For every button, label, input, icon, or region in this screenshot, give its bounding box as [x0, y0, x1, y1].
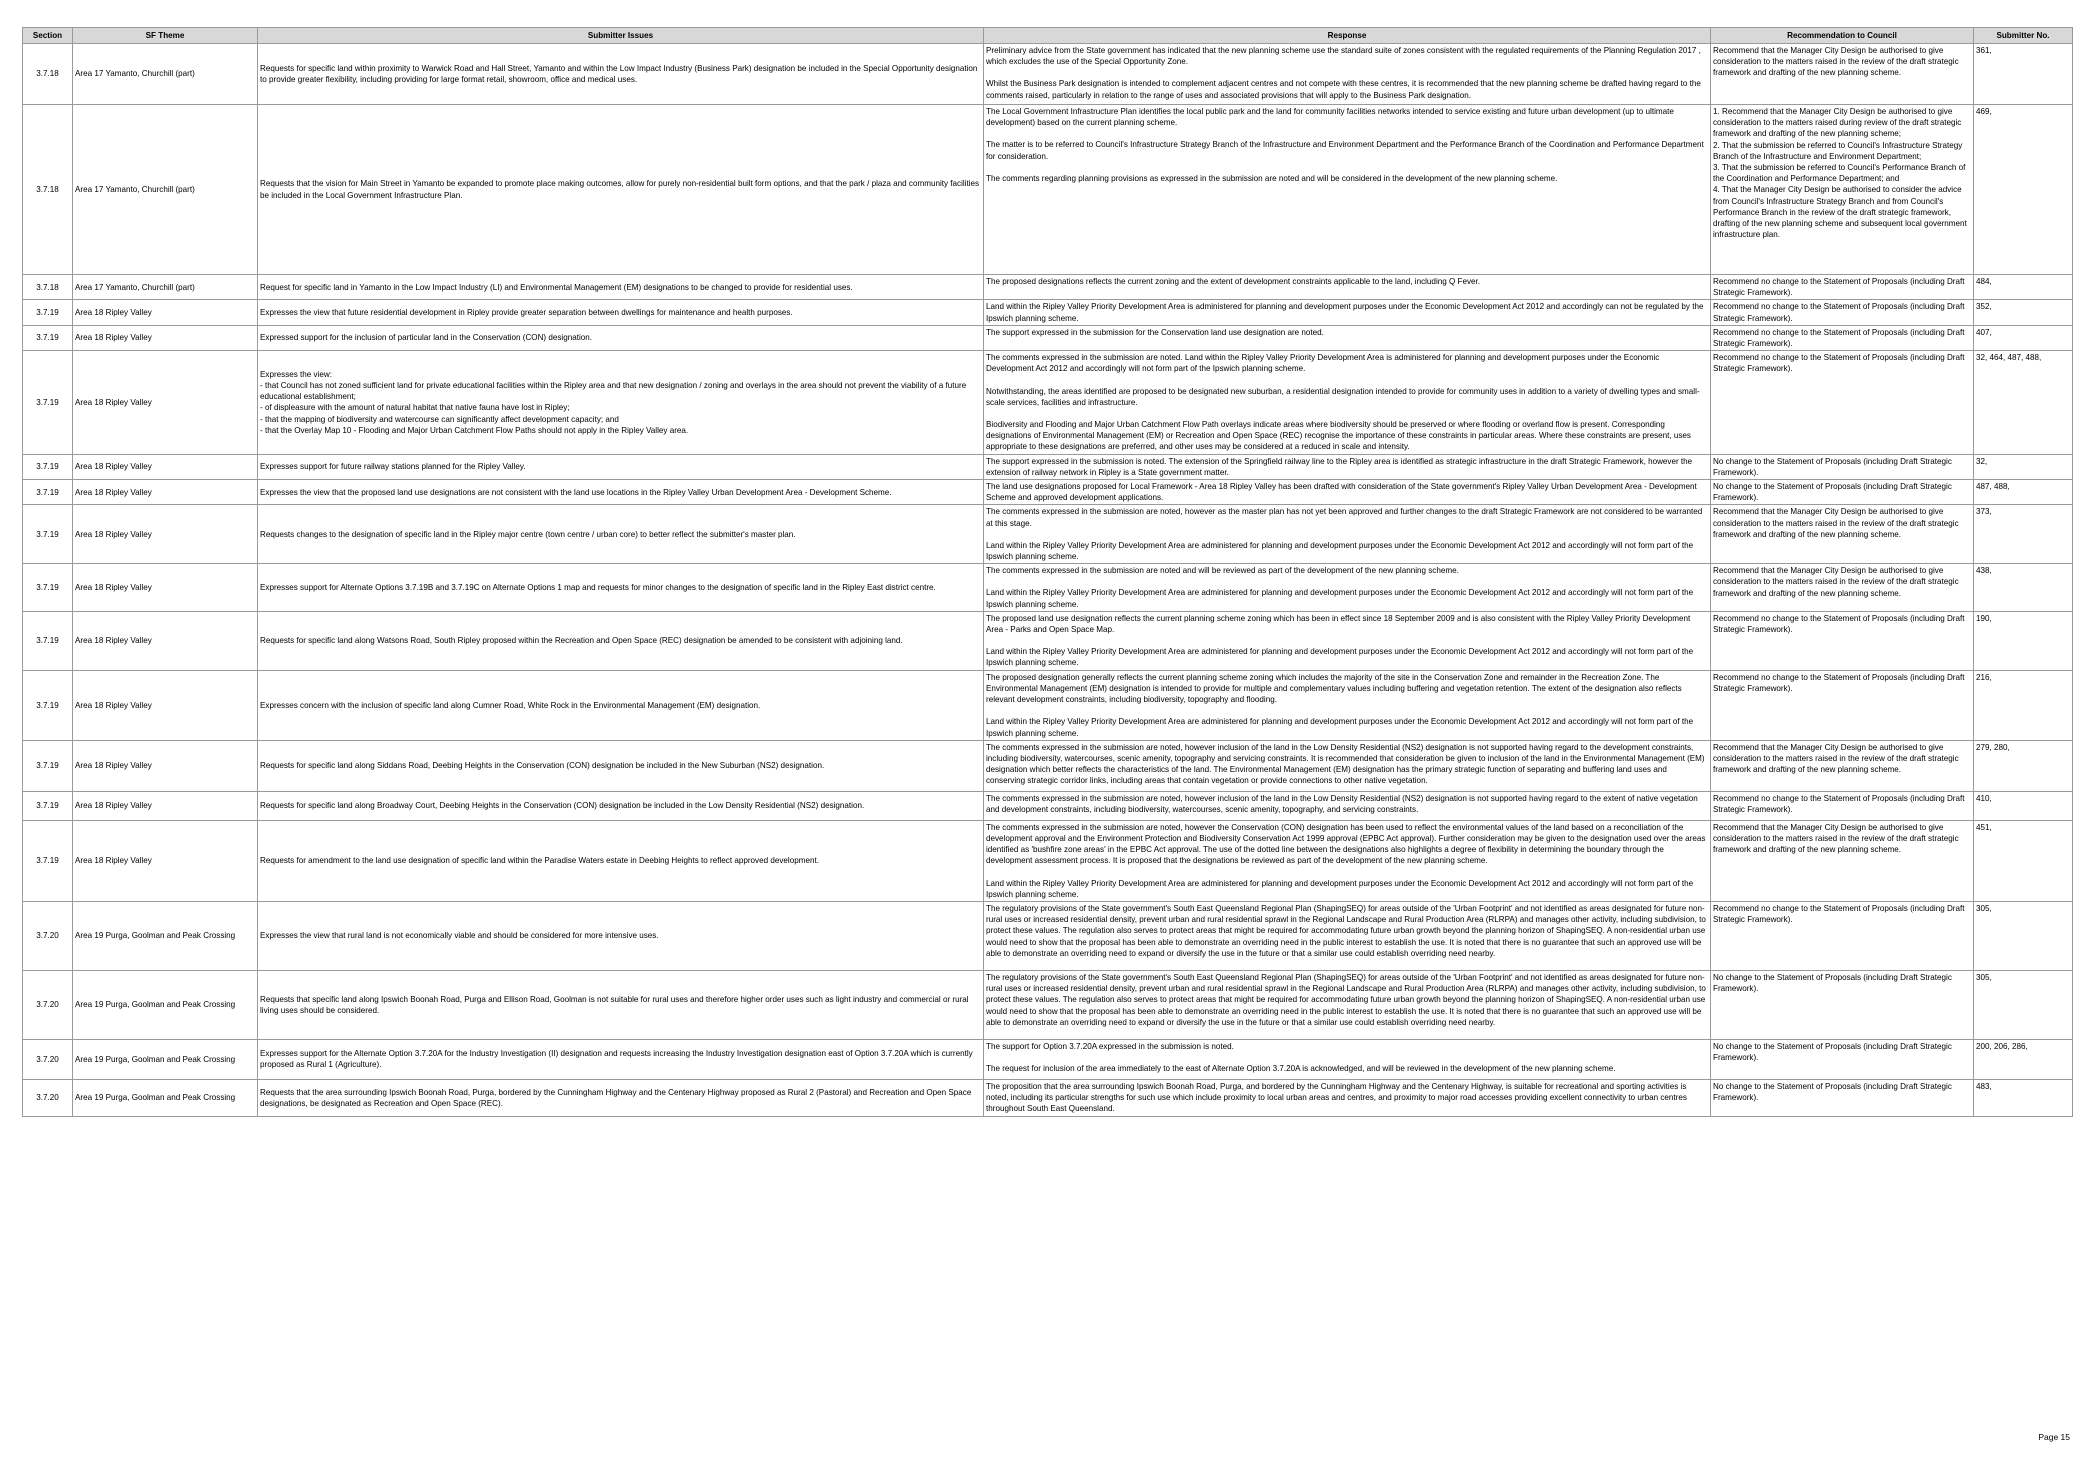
- cell-response: [984, 505, 1711, 564]
- cell-issues: [258, 970, 984, 1039]
- cell-section: 3.7.19: [23, 480, 73, 505]
- response-paragraph: The comments expressed in the submission are noted, however as the master plan has not yet been approved and further changes to the draft Strategic Framework are not considered to be warranted at this stage.: [986, 507, 1703, 528]
- cell-issues: [258, 505, 984, 564]
- cell-response: [984, 325, 1711, 350]
- cell-response: [984, 275, 1711, 300]
- cell-section: 3.7.20: [23, 970, 73, 1039]
- cell-submitter: 410,: [1974, 791, 2073, 820]
- response-paragraph: Land within the Ripley Valley Priority Development Area are administered for planning and development purposes under the Economic Development Act 2012 and accordingly will not form part of the Ipswich planning scheme.: [986, 717, 1694, 738]
- cell-section: 3.7.18: [23, 105, 73, 275]
- cell-theme: Area 18 Ripley Valley: [73, 480, 258, 505]
- cell-theme: Area 18 Ripley Valley: [73, 505, 258, 564]
- cell-issues: [258, 611, 984, 670]
- cell-issues: [258, 670, 984, 740]
- cell-section: 3.7.20: [23, 901, 73, 970]
- issue-line: Requests that the area surrounding Ipswich Boonah Road, Purga, bordered by the Cunningham Highway and the Centenary Highway proposed as Rural 2 (Pastoral) and Recreation and Open Space designations, be designated as Recreation and Open Space (REC).: [260, 1087, 972, 1108]
- cell-section: 3.7.19: [23, 505, 73, 564]
- cell-section: 3.7.18: [23, 44, 73, 105]
- response-paragraph: The comments expressed in the submission are noted, however inclusion of the land in the Low Density Residential (NS2) designation is not supported having regard to the extent of native vegetation and development constraints, including biodiversity, watercourses, scenic amenity, topography, and servicing constraints.: [986, 793, 1698, 814]
- cell-theme: Area 18 Ripley Valley: [73, 670, 258, 740]
- recommendation-item: Recommend no change to the Statement of Proposals (including Draft Strategic Framework).: [1713, 327, 1965, 349]
- cell-theme: Area 17 Yamanto, Churchill (part): [73, 105, 258, 275]
- issue-line: Requests changes to the designation of specific land in the Ripley major centre (town centre / urban core) to better reflect the submitter's master plan.: [260, 529, 796, 539]
- issue-line: Expresses support for Alternate Options 3.7.19B and 3.7.19C on Alternate Options 1 map and requests for minor changes to the designation of specific land in the Ripley East district centre.: [260, 582, 936, 592]
- cell-recommendation: [1711, 1039, 1974, 1079]
- header-response: Response: [984, 28, 1711, 44]
- table-row: [23, 564, 2073, 612]
- cell-theme: Area 18 Ripley Valley: [73, 740, 258, 791]
- cell-issues: [258, 480, 984, 505]
- recommendation-item: Recommend that the Manager City Design be authorised to give consideration to the matters raised in the review of the draft strategic framework and drafting of the new planning scheme.: [1713, 507, 1959, 539]
- cell-submitter: 483,: [1974, 1079, 2073, 1116]
- cell-recommendation: [1711, 44, 1974, 105]
- cell-section: 3.7.19: [23, 325, 73, 350]
- cell-issues: [258, 44, 984, 105]
- cell-theme: Area 19 Purga, Goolman and Peak Crossing: [73, 901, 258, 970]
- response-paragraph: The regulatory provisions of the State government's South East Queensland Regional Plan (ShapingSEQ) for areas outside of the 'Urban Footprint' and not identified as areas designated for future non-rural uses or increased residential density, prevent urban and rural residential sprawl in the Regional Landscape and Rural Production Area (RLRPA) and manages other activity, including subdivision, to protect these values. The regulation also serves to protect areas that might be required for accommodating future urban growth beyond the planning horizon of ShapingSEQ. A non-residential urban use would need to show that the proposal has been able to demonstrate an overriding need in the public interest to establish the use. It is noted that there is no guarantee that such an approved use will be able to demonstrate an overriding need to expand or diversify the use in the future or that a similar use could establish overriding need nearby.: [986, 972, 1706, 1027]
- response-paragraph: The comments regarding planning provisions as expressed in the submission are noted and will be considered in the development of the new planning scheme.: [986, 173, 1558, 183]
- table-row: [23, 740, 2073, 791]
- cell-theme: Area 18 Ripley Valley: [73, 454, 258, 479]
- cell-section: 3.7.19: [23, 670, 73, 740]
- response-paragraph: Preliminary advice from the State government has indicated that the new planning scheme use the standard suite of zones consistent with the regulated requirements of the Planning Regulation 2017 , which excludes the use of the Special Opportunity Zone.: [986, 46, 1701, 67]
- cell-section: 3.7.19: [23, 351, 73, 454]
- cell-theme: Area 18 Ripley Valley: [73, 325, 258, 350]
- cell-theme: Area 19 Purga, Goolman and Peak Crossing: [73, 1079, 258, 1116]
- recommendation-item: Recommend that the Manager City Design be authorised to give consideration to the matters raised in the review of the draft strategic framework and drafting of the new planning scheme.: [1713, 822, 1959, 855]
- cell-recommendation: [1711, 820, 1974, 901]
- cell-theme: Area 18 Ripley Valley: [73, 791, 258, 820]
- cell-submitter: 200, 206, 286,: [1974, 1039, 2073, 1079]
- cell-response: [984, 670, 1711, 740]
- cell-issues: [258, 740, 984, 791]
- response-paragraph: The proposed designations reflects the current zoning and the extent of development constraints applicable to the land, including Q Fever.: [986, 277, 1481, 286]
- table-row: [23, 901, 2073, 970]
- recommendation-item: 1. Recommend that the Manager City Design be authorised to give consideration to the matters raised during review of the draft strategic framework and drafting of the new planning scheme;: [1713, 107, 1962, 139]
- cell-recommendation: [1711, 740, 1974, 791]
- cell-submitter: 305,: [1974, 901, 2073, 970]
- cell-submitter: 190,: [1974, 611, 2073, 670]
- issue-line: Expresses the view:: [260, 369, 332, 379]
- cell-recommendation: [1711, 105, 1974, 275]
- cell-response: [984, 901, 1711, 970]
- response-paragraph: Land within the Ripley Valley Priority Development Area are administered for planning and development purposes under the Economic Development Act 2012 and accordingly will not form part of the Ipswich planning scheme.: [986, 540, 1694, 562]
- submissions-table: [22, 27, 2073, 1117]
- recommendation-item: Recommend no change to the Statement of Proposals (including Draft Strategic Framework).: [1713, 793, 1965, 814]
- cell-issues: [258, 564, 984, 612]
- cell-response: [984, 791, 1711, 820]
- table-row: [23, 820, 2073, 901]
- response-paragraph: The request for inclusion of the area immediately to the east of Alternate Option 3.7.20A is acknowledged, and will be reviewed in the development of the new planning scheme.: [986, 1064, 1616, 1074]
- cell-section: 3.7.19: [23, 820, 73, 901]
- recommendation-item: Recommend no change to the Statement of Proposals (including Draft Strategic Framework).: [1713, 903, 1965, 925]
- issue-line: Requests that the vision for Main Street in Yamanto be expanded to promote place making outcomes, allow for purely non-residential built form options, and that the park / plaza and community facilities be included in the Local Government Infrastructure Plan.: [260, 179, 980, 200]
- response-paragraph: The proposed designation generally reflects the current planning scheme zoning which includes the majority of the site in the Conservation Zone and remainder in the Recreation Zone. The Environmental Management (EM) designation is intended to provide for multiple and complementary values including buffering and vegetation retention. The extent of the designation also reflects relevant development constraints, including biodiversity, topography and flooding.: [986, 672, 1682, 705]
- response-paragraph: The comments expressed in the submission are noted and will be reviewed as part of the development of the new planning scheme.: [986, 566, 1459, 576]
- recommendation-item: Recommend no change to the Statement of Proposals (including Draft Strategic Framework).: [1713, 277, 1965, 298]
- cell-issues: [258, 1039, 984, 1079]
- cell-section: 3.7.19: [23, 454, 73, 479]
- cell-response: [984, 1039, 1711, 1079]
- table-row: [23, 611, 2073, 670]
- cell-recommendation: [1711, 611, 1974, 670]
- submissions-table-container: [22, 27, 2072, 1117]
- cell-submitter: 32, 464, 487, 488,: [1974, 351, 2073, 454]
- cell-section: 3.7.20: [23, 1079, 73, 1116]
- issue-line: Requests that specific land along Ipswich Boonah Road, Purga and Ellison Road, Goolman is not suitable for rural uses and therefore higher order uses such as light industry and commercial or rural living uses should be considered.: [260, 994, 969, 1015]
- response-paragraph: The proposed land use designation reflects the current planning scheme zoning which has been in effect since 18 September 2009 and is also consistent with the Ripley Valley Priority Development Area - Parks and Open Space Map.: [986, 613, 1691, 635]
- cell-submitter: 32,: [1974, 454, 2073, 479]
- table-row: [23, 480, 2073, 505]
- table-row: [23, 44, 2073, 105]
- cell-section: 3.7.19: [23, 791, 73, 820]
- issue-line: Requests for specific land along Broadway Court, Deebing Heights in the Conservation (CON) designation be included in the Low Density Residential (NS2) designation.: [260, 801, 865, 811]
- cell-theme: Area 18 Ripley Valley: [73, 564, 258, 612]
- issue-line: Expresses the view that future residential development in Ripley provide greater separation between dwellings for maintenance and health purposes.: [260, 308, 793, 317]
- cell-response: [984, 611, 1711, 670]
- table-row: [23, 105, 2073, 275]
- cell-recommendation: [1711, 791, 1974, 820]
- cell-response: [984, 740, 1711, 791]
- issue-line: - that the Overlay Map 10 - Flooding and Major Urban Catchment Flow Paths should not apply in the Ripley Valley area.: [260, 425, 689, 435]
- cell-section: 3.7.19: [23, 740, 73, 791]
- recommendation-item: No change to the Statement of Proposals (including Draft Strategic Framework).: [1713, 482, 1952, 503]
- cell-recommendation: [1711, 454, 1974, 479]
- issue-line: Requests for specific land within proximity to Warwick Road and Hall Street, Yamanto and within the Low Impact Industry (Business Park) designation be included in the Special Opportunity designation to provide greater flexibility, including providing for large format retail, showroom, office and medical uses.: [260, 63, 978, 84]
- issue-line: Expresses support for the Alternate Option 3.7.20A for the Industry Investigation (II) designation and requests increasing the Industry Investigation designation east of Option 3.7.20A which is currently proposed as Rural 1 (Agriculture).: [260, 1049, 973, 1070]
- table-row: [23, 791, 2073, 820]
- cell-section: 3.7.19: [23, 300, 73, 325]
- cell-submitter: 451,: [1974, 820, 2073, 901]
- recommendation-item: Recommend no change to the Statement of Proposals (including Draft Strategic Framework).: [1713, 613, 1965, 635]
- cell-recommendation: [1711, 564, 1974, 612]
- cell-submitter: 373,: [1974, 505, 2073, 564]
- cell-theme: Area 18 Ripley Valley: [73, 300, 258, 325]
- cell-submitter: 438,: [1974, 564, 2073, 612]
- response-paragraph: The comments expressed in the submission are noted, however the Conservation (CON) designation has been used to reflect the environmental values of the land based on a reconciliation of the development approval and the Environment Protection and Biodiversity Conservation Act 1999 approval (EPBC Act approval). Further consideration may be given to the designation used over the areas identified as 'bushfire zone areas' in the EPBC Act approval. The use of the dotted line between the designations also highlights a degree of flexibility in determining the boundary through the development assessment process. It is proposed that the designations be reviewed as part of the development of the new planning scheme.: [986, 822, 1706, 866]
- cell-response: [984, 300, 1711, 325]
- cell-submitter: 484,: [1974, 275, 2073, 300]
- cell-recommendation: [1711, 901, 1974, 970]
- cell-recommendation: [1711, 300, 1974, 325]
- cell-section: 3.7.18: [23, 275, 73, 300]
- response-paragraph: Whilst the Business Park designation is intended to complement adjacent centres and not compete with these centres, it is recommended that the new planning scheme be drafted having regard to the comments raised, particularly in relation to the range of uses and associated provisions that will apply to the Business Park designation.: [986, 79, 1701, 100]
- cell-submitter: 279, 280,: [1974, 740, 2073, 791]
- table-row: [23, 351, 2073, 454]
- cell-issues: [258, 791, 984, 820]
- recommendation-item: Recommend that the Manager City Design be authorised to give consideration to the matters raised in the review of the draft strategic framework and drafting of the new planning scheme.: [1713, 742, 1959, 775]
- recommendation-item: No change to the Statement of Proposals (including Draft Strategic Framework).: [1713, 1041, 1952, 1063]
- recommendation-item: No change to the Statement of Proposals (including Draft Strategic Framework).: [1713, 456, 1952, 477]
- cell-theme: Area 17 Yamanto, Churchill (part): [73, 275, 258, 300]
- issue-line: - of displeasure with the amount of natural habitat that native fauna have lost in Ripley;: [260, 403, 570, 413]
- page-number: Page 15: [2038, 1432, 2070, 1442]
- table-row: [23, 300, 2073, 325]
- cell-issues: [258, 351, 984, 454]
- cell-recommendation: [1711, 275, 1974, 300]
- cell-response: [984, 970, 1711, 1039]
- cell-recommendation: [1711, 505, 1974, 564]
- response-paragraph: The support expressed in the submission is noted. The extension of the Springfield railway line to the Ripley area is identified as strategic infrastructure in the draft Strategic Framework, however the extension of railway network in Ripley is a State government matter.: [986, 456, 1693, 477]
- response-paragraph: The support expressed in the submission for the Conservation land use designation are noted.: [986, 327, 1324, 337]
- cell-issues: [258, 325, 984, 350]
- recommendation-item: Recommend that the Manager City Design be authorised to give consideration to the matters raised in the review of the draft strategic framework and drafting of the new planning scheme.: [1713, 566, 1959, 598]
- response-paragraph: Land within the Ripley Valley Priority Development Area is administered for planning and development purposes under the Economic Development Act 2012 and accordingly can not be regulated by the Ipswich planning scheme.: [986, 302, 1704, 323]
- cell-recommendation: [1711, 670, 1974, 740]
- table-row: [23, 275, 2073, 300]
- cell-response: [984, 44, 1711, 105]
- cell-recommendation: [1711, 351, 1974, 454]
- issue-line: Expressed support for the inclusion of particular land in the Conservation (CON) designation.: [260, 333, 593, 343]
- cell-response: [984, 351, 1711, 454]
- cell-response: [984, 454, 1711, 479]
- table-row: [23, 970, 2073, 1039]
- response-paragraph: The support for Option 3.7.20A expressed in the submission is noted.: [986, 1041, 1234, 1051]
- recommendation-item: Recommend that the Manager City Design be authorised to give consideration to the matters raised in the review of the draft strategic framework and drafting of the new planning scheme.: [1713, 46, 1959, 78]
- header-section: Section: [23, 28, 73, 44]
- issue-line: Expresses concern with the inclusion of specific land along Cumner Road, White Rock in the Environmental Management (EM) designation.: [260, 700, 761, 710]
- issue-line: - that the mapping of biodiversity and watercourse can significantly affect development capacity; and: [260, 414, 619, 424]
- cell-submitter: 305,: [1974, 970, 2073, 1039]
- recommendation-item: Recommend no change to the Statement of Proposals (including Draft Strategic Framework).: [1713, 353, 1965, 374]
- response-paragraph: The proposition that the area surrounding Ipswich Boonah Road, Purga, and bordered by the Cunningham Highway and the Centenary Highway, is suitable for recreational and sporting activities is noted, including its particular strengths for such use which include proximity to local urban areas and centres, and proximity to major road accesses providing excellent connectivity to urban centres throughout South East Queensland.: [986, 1081, 1687, 1114]
- recommendation-item: 4. That the Manager City Design be authorised to consider the advice from Council's Infrastructure Strategy Branch and from Council's Performance Branch in the review of the draft strategic framework, drafting of the new planning scheme and subsequent local government infrastructure plan.: [1713, 185, 1967, 240]
- issue-line: Expresses the view that rural land is not economically viable and should be considered for more intensive uses.: [260, 931, 659, 941]
- response-paragraph: Biodiversity and Flooding and Major Urban Catchment Flow Path overlays indicate areas where biodiversity should be preserved or where flooding or overland flow is present. Corresponding designations of Environmental Management (EM) or Recreation and Open Space (REC) recognise the importance of these constraints in particular areas. Where these constraints are present, uses appropriate to these designations are preferred, and other uses may be considered at a reduced in scale and intensity.: [986, 420, 1691, 452]
- cell-recommendation: [1711, 1079, 1974, 1116]
- recommendation-item: No change to the Statement of Proposals (including Draft Strategic Framework).: [1713, 972, 1952, 994]
- cell-section: 3.7.19: [23, 564, 73, 612]
- recommendation-item: 2. That the submission be referred to Council's Infrastructure Strategy Branch of the Infrastructure and Environment Department;: [1713, 140, 1963, 161]
- cell-submitter: 216,: [1974, 670, 2073, 740]
- table-row: [23, 1079, 2073, 1116]
- cell-recommendation: [1711, 970, 1974, 1039]
- response-paragraph: The land use designations proposed for Local Framework - Area 18 Ripley Valley has been drafted with consideration of the State government's Ripley Valley Urban Development Area - Development Scheme and approved development applications.: [986, 482, 1697, 503]
- cell-issues: [258, 820, 984, 901]
- recommendation-item: 3. That the submission be referred to Council's Performance Branch of the Coordination and Performance Department; and: [1713, 163, 1966, 184]
- issue-line: Expresses the view that the proposed land use designations are not consistent with the land use locations in the Ripley Valley Urban Development Area - Development Scheme.: [260, 487, 892, 497]
- cell-response: [984, 564, 1711, 612]
- cell-submitter: 487, 488,: [1974, 480, 2073, 505]
- cell-response: [984, 105, 1711, 275]
- cell-theme: Area 19 Purga, Goolman and Peak Crossing: [73, 1039, 258, 1079]
- cell-submitter: 352,: [1974, 300, 2073, 325]
- recommendation-item: Recommend no change to the Statement of Proposals (including Draft Strategic Framework).: [1713, 672, 1965, 693]
- table-row: [23, 505, 2073, 564]
- issue-line: Requests for amendment to the land use designation of specific land within the Paradise Waters estate in Deebing Heights to reflect approved development.: [260, 856, 819, 866]
- table-row: [23, 670, 2073, 740]
- cell-response: [984, 820, 1711, 901]
- header-submitter: Submitter No.: [1974, 28, 2073, 44]
- cell-submitter: 469,: [1974, 105, 2073, 275]
- table-header-row: [23, 28, 2073, 44]
- cell-issues: [258, 105, 984, 275]
- header-recommendation: Recommendation to Council: [1711, 28, 1974, 44]
- cell-response: [984, 1079, 1711, 1116]
- response-paragraph: The comments expressed in the submission are noted, however inclusion of the land in the Low Density Residential (NS2) designation is not supported having regard to the development constraints, including biodiversity, watercourses, scenic amenity, topography and servicing constraints. It is recommended that consideration be given to inclusion of the land in the Environmental Management (EM) designation which better reflects the characteristics of the land. The Environmental Management (EM) designation has the primary strategic function of separating and buffering land uses and conserving strategic corridor links, including areas that contain vegetation or provide connections to other native vegetation.: [986, 742, 1705, 786]
- response-paragraph: The Local Government Infrastructure Plan identifies the local public park and the land for community facilities networks intended to service existing and future urban development (up to ultimate development) based on the current planning scheme.: [986, 107, 1674, 128]
- cell-submitter: 361,: [1974, 44, 2073, 105]
- table-row: [23, 454, 2073, 479]
- cell-issues: [258, 275, 984, 300]
- response-paragraph: Land within the Ripley Valley Priority Development Area are administered for planning and development purposes under the Economic Development Act 2012 and accordingly will not form part of the Ipswich planning scheme.: [986, 878, 1694, 899]
- response-paragraph: The matter is to be referred to Council's Infrastructure Strategy Branch of the Infrastructure and Environment Department and the Performance Branch of the Coordination and Performance Department for consideration.: [986, 140, 1704, 161]
- cell-section: 3.7.20: [23, 1039, 73, 1079]
- cell-response: [984, 480, 1711, 505]
- response-paragraph: Land within the Ripley Valley Priority Development Area are administered for planning and development purposes under the Economic Development Act 2012 and accordingly will not form part of the Ipswich planning scheme.: [986, 647, 1694, 668]
- response-paragraph: The comments expressed in the submission are noted. Land within the Ripley Valley Priority Development Area is administered for planning and development purposes under the Economic Development Act 2012 and accordingly will not form part of the Ipswich planning scheme.: [986, 353, 1660, 374]
- recommendation-item: Recommend no change to the Statement of Proposals (including Draft Strategic Framework).: [1713, 302, 1965, 323]
- cell-theme: Area 17 Yamanto, Churchill (part): [73, 44, 258, 105]
- cell-theme: Area 18 Ripley Valley: [73, 611, 258, 670]
- header-theme: SF Theme: [73, 28, 258, 44]
- cell-submitter: 407,: [1974, 325, 2073, 350]
- cell-section: 3.7.19: [23, 611, 73, 670]
- cell-issues: [258, 901, 984, 970]
- issue-line: - that Council has not zoned sufficient land for private educational facilities within the Ripley area and that new designation / zoning and overlays in the area should not prevent the viability of a future educational establishment;: [260, 381, 967, 402]
- cell-theme: Area 18 Ripley Valley: [73, 820, 258, 901]
- cell-issues: [258, 1079, 984, 1116]
- header-issues: Submitter Issues: [258, 28, 984, 44]
- cell-recommendation: [1711, 325, 1974, 350]
- cell-theme: Area 19 Purga, Goolman and Peak Crossing: [73, 970, 258, 1039]
- issue-line: Requests for specific land along Watsons Road, South Ripley proposed within the Recreation and Open Space (REC) designation be amended to be consistent with adjoining land.: [260, 636, 903, 646]
- cell-recommendation: [1711, 480, 1974, 505]
- recommendation-item: No change to the Statement of Proposals (including Draft Strategic Framework).: [1713, 1081, 1952, 1103]
- issue-line: Expresses support for future railway stations planned for the Ripley Valley.: [260, 462, 526, 472]
- table-body: [23, 44, 2073, 1117]
- table-row: [23, 325, 2073, 350]
- response-paragraph: Notwithstanding, the areas identified are proposed to be designated new suburban, a residential designation intended to provide for community uses in addition to a variety of dwelling types and small-scale services, facilities and infrastructure.: [986, 386, 1700, 407]
- cell-issues: [258, 454, 984, 479]
- cell-theme: Area 18 Ripley Valley: [73, 351, 258, 454]
- table-row: [23, 1039, 2073, 1079]
- cell-issues: [258, 300, 984, 325]
- issue-line: Request for specific land in Yamanto in the Low Impact Industry (LI) and Environmental Management (EM) designations to be changed to provide for residential uses.: [260, 282, 853, 292]
- issue-line: Requests for specific land along Siddans Road, Deebing Heights in the Conservation (CON) designation be included in the New Suburban (NS2) designation.: [260, 761, 825, 771]
- response-paragraph: The regulatory provisions of the State government's South East Queensland Regional Plan (ShapingSEQ) for areas outside of the 'Urban Footprint' and not identified as areas designated for future non-rural uses or increased residential density, prevent urban and rural residential sprawl in the Regional Landscape and Rural Production Area (RLRPA) and manages other activity, including subdivision, to protect these values. The regulation also serves to protect areas that might be required for accommodating future urban growth beyond the planning horizon of ShapingSEQ. A non-residential urban use would need to show that the proposal has been able to demonstrate an overriding need in the public interest to establish the use. It is noted that there is no guarantee that such an approved use will be able to demonstrate an overriding need to expand or diversify the use in the future or that a similar use could establish overriding need nearby.: [986, 903, 1706, 958]
- response-paragraph: Land within the Ripley Valley Priority Development Area are administered for planning and development purposes under the Economic Development Act 2012 and accordingly will not form part of the Ipswich planning scheme.: [986, 588, 1694, 609]
